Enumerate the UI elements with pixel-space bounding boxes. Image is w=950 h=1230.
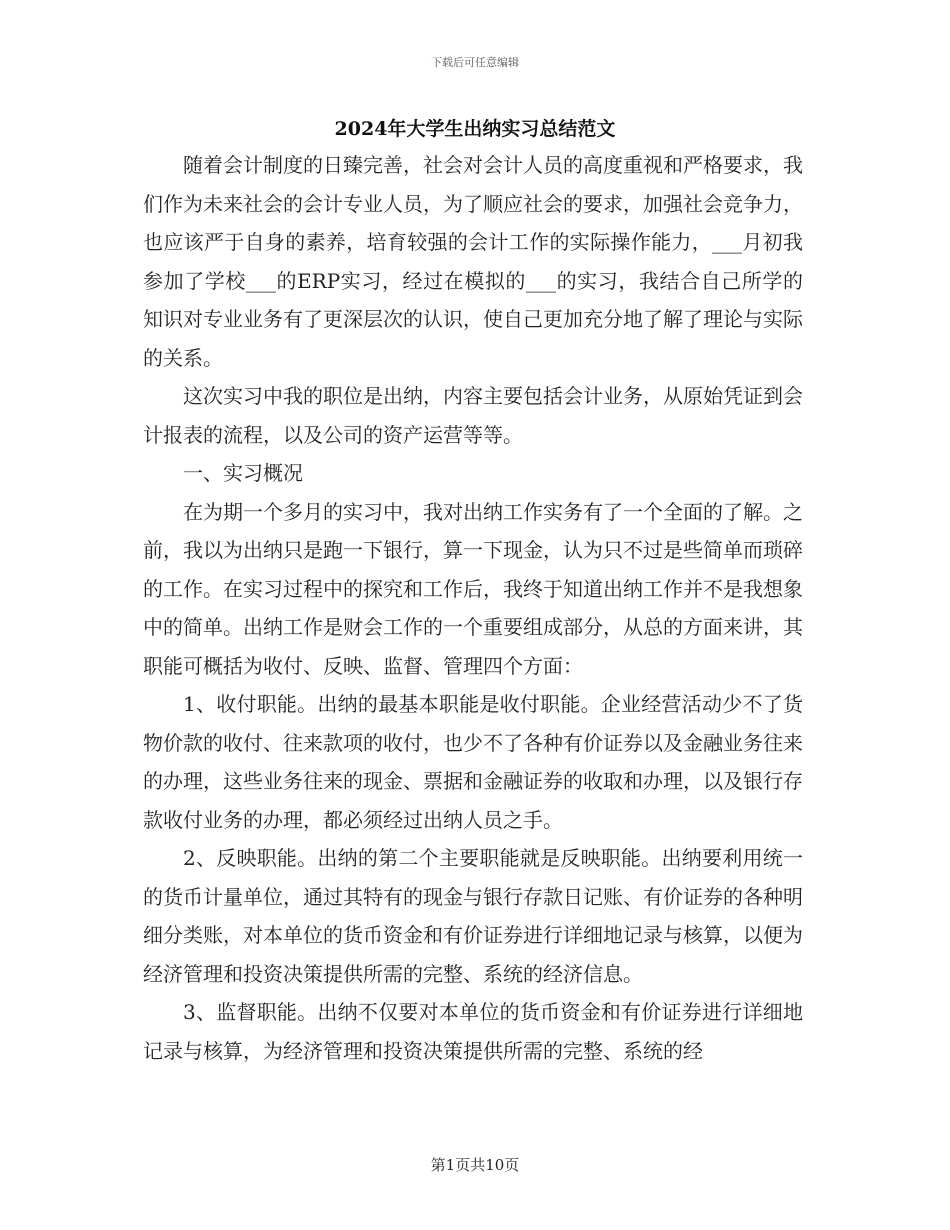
header-note: 下载后可任意编辑 [431, 56, 519, 69]
paragraph-intro: 随着会计制度的日臻完善，社会对会计人员的高度重视和严格要求，我们作为未来社会的会计专业人员，为了顺应社会的要求，加强社会竞争力，也应该严于自身的素养，培育较强的会计工作的实际操作能力，___月初我参加了学校___的ERP实习，经过在模拟的___的实习，我结合自己所学的知识对专业业务有了更深层次的认识，使自己更加充分地了解了理论与实际的关系。 [143, 153, 803, 370]
section-heading-overview: 一、实习概况 [183, 461, 303, 485]
document-title: 2024年大学生出纳实习总结范文 [334, 118, 616, 140]
paragraph-function-3: 3、监督职能。出纳不仅要对本单位的货币资金和有价证券进行详细地记录与核算，为经济管理和投资决策提供所需的完整、系统的经 [143, 1000, 803, 1063]
paragraph-function-2: 2、反映职能。出纳的第二个主要职能就是反映职能。出纳要利用统一的货币计量单位，通过其特有的现金与银行存款日记账、有价证券的各种明细分类账，对本单位的货币资金和有价证券进行详细地记录与核算，以便为经济管理和投资决策提供所需的完整、系统的经济信息。 [143, 846, 803, 986]
page-number: 第1页共10页 [430, 1156, 520, 1174]
document-body [143, 146, 803, 1070]
paragraph-overview: 在为期一个多月的实习中，我对出纳工作实务有了一个全面的了解。之前，我以为出纳只是跑一下银行，算一下现金，认为只不过是些简单而琐碎的工作。在实习过程中的探究和工作后，我终于知道出纳工作并不是我想象中的简单。出纳工作是财会工作的一个重要组成部分，从总的方面来讲，其职能可概括为收付、反映、监督、管理四个方面： [143, 499, 803, 678]
paragraph-function-1: 1、收付职能。出纳的最基本职能是收付职能。企业经营活动少不了货物价款的收付、往来款项的收付，也少不了各种有价证券以及金融业务往来的办理，这些业务往来的现金、票据和金融证券的收取和办理，以及银行存款收付业务的办理，都必须经过出纳人员之手。 [143, 692, 803, 832]
paragraph-position: 这次实习中我的职位是出纳，内容主要包括会计业务，从原始凭证到会计报表的流程，以及公司的资产运营等等。 [143, 384, 803, 447]
